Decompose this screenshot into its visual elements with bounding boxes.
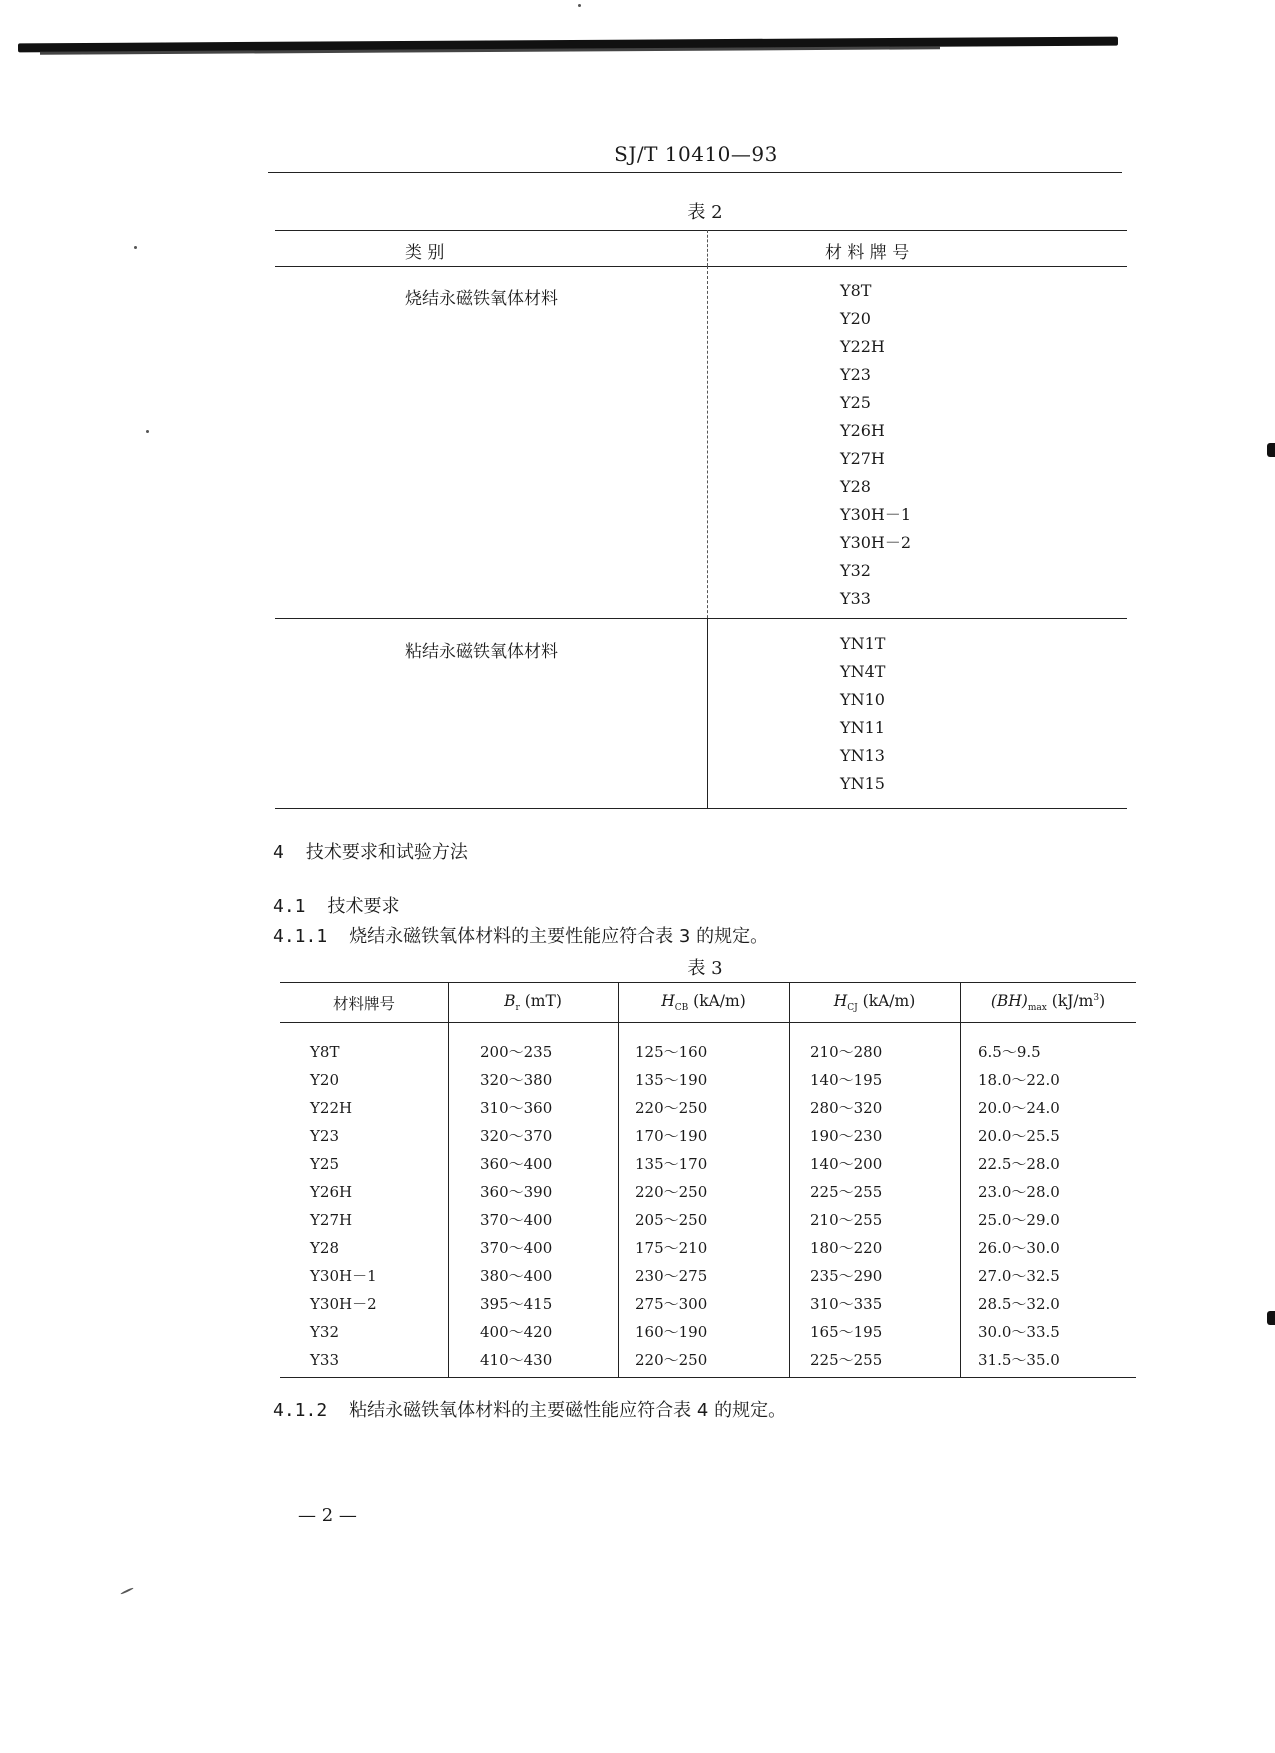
cell-hcb: 205～250 <box>635 1211 708 1229</box>
section-4-heading <box>273 838 468 864</box>
cell-hcj: 210～255 <box>810 1211 883 1229</box>
grade-item: Y23 <box>840 365 871 384</box>
grade-item: YN10 <box>840 690 885 709</box>
table3-caption: 表 3 <box>687 958 723 979</box>
hcb-unit: (kA/m) <box>688 992 746 1010</box>
cell-hcj: 225～255 <box>810 1183 883 1201</box>
table2-group-rule <box>275 618 1127 619</box>
cell-hcj: 210～280 <box>810 1043 883 1061</box>
grade-item: Y20 <box>840 309 871 328</box>
bh-subscript: max <box>1027 1003 1047 1014</box>
cell-bhmax: 26.0～30.0 <box>978 1239 1060 1257</box>
grade-item: Y25 <box>840 393 871 412</box>
table2-column-divider-2 <box>707 618 708 808</box>
cell-hcb: 125～160 <box>635 1043 708 1061</box>
table-row <box>280 1066 1136 1094</box>
table2-header-rule <box>275 266 1127 267</box>
cell-br: 320～370 <box>480 1127 553 1145</box>
cell-grade: Y30H－2 <box>310 1295 377 1313</box>
cell-hcb: 220～250 <box>635 1183 708 1201</box>
grade-item: YN4T <box>840 662 886 681</box>
cell-bhmax: 27.0～32.5 <box>978 1267 1060 1285</box>
table3-header-rule <box>280 1022 1136 1023</box>
hcb-symbol: H <box>661 992 675 1010</box>
table2-grade-list-sintered <box>840 277 911 613</box>
table-row <box>280 1206 1136 1234</box>
section-4-1-2-text: 粘结永磁铁氧体材料的主要磁性能应符合表 4 的规定。 <box>349 1400 787 1421</box>
table2-header-divider <box>707 230 708 266</box>
section-4-1-2-paragraph <box>273 1396 786 1422</box>
table2-category-sintered: 烧结永磁铁氧体材料 <box>405 289 558 309</box>
section-4-1-heading <box>273 892 400 918</box>
cell-bhmax: 18.0～22.0 <box>978 1071 1060 1089</box>
grade-item: YN1T <box>840 634 886 653</box>
cell-hcb: 135～190 <box>635 1071 708 1089</box>
grade-item: Y33 <box>840 589 871 608</box>
bh-unit-close: ) <box>1099 992 1106 1010</box>
header-rule <box>268 172 1122 173</box>
section-4-1-1-text: 烧结永磁铁氧体材料的主要性能应符合表 3 的规定。 <box>349 926 769 947</box>
table-row <box>280 1234 1136 1262</box>
cell-grade: Y25 <box>310 1155 339 1173</box>
grade-item: Y26H <box>840 421 885 440</box>
cell-br: 400～420 <box>480 1323 553 1341</box>
grade-item: YN11 <box>840 718 885 737</box>
section-4-1-number: 4.1 <box>273 896 306 917</box>
table2-header-category <box>405 238 585 263</box>
cell-bhmax: 28.5～32.0 <box>978 1295 1060 1313</box>
grade-item: YN15 <box>840 774 885 793</box>
bh-unit: (kJ/m <box>1046 992 1094 1010</box>
cell-hcj: 235～290 <box>810 1267 883 1285</box>
bh-symbol: (BH) <box>990 992 1028 1010</box>
table2-header-grade-text: 材 料 牌 号 <box>825 243 910 263</box>
cell-bhmax: 31.5～35.0 <box>978 1351 1060 1369</box>
table-row <box>280 1178 1136 1206</box>
scan-edge-mark <box>1267 1311 1275 1325</box>
cell-br: 320～380 <box>480 1071 553 1089</box>
page-number: — 2 — <box>298 1505 357 1526</box>
grade-item: Y22H <box>840 337 885 356</box>
scan-edge-mark <box>1267 443 1275 457</box>
table3-body <box>280 1038 1136 1374</box>
cell-hcj: 140～195 <box>810 1071 883 1089</box>
hcj-subscript: CJ <box>847 1003 858 1014</box>
table-row <box>280 1262 1136 1290</box>
cell-hcj: 310～335 <box>810 1295 883 1313</box>
table3 <box>280 982 1136 1377</box>
table-row <box>280 1038 1136 1066</box>
cell-br: 200～235 <box>480 1043 553 1061</box>
section-4-1-1-number: 4.1.1 <box>273 926 328 947</box>
hcb-subscript: CB <box>674 1003 689 1014</box>
grade-item: Y27H <box>840 449 885 468</box>
grade-item: Y30H－1 <box>840 505 912 524</box>
cell-bhmax: 20.0～24.0 <box>978 1099 1060 1117</box>
cell-grade: Y30H－1 <box>310 1267 377 1285</box>
grade-item: Y28 <box>840 477 871 496</box>
cell-hcj: 140～200 <box>810 1155 883 1173</box>
cell-br: 360～400 <box>480 1155 553 1173</box>
table3-header-br <box>448 992 618 1013</box>
table3-header-bhmax <box>960 992 1136 1013</box>
grade-item: Y30H－2 <box>840 533 912 552</box>
cell-hcb: 135～170 <box>635 1155 708 1173</box>
table-row <box>280 1094 1136 1122</box>
table3-bottom-rule <box>280 1377 1136 1378</box>
table-row <box>280 1346 1136 1374</box>
table3-header-grade: 材料牌号 <box>332 995 395 1013</box>
cell-br: 395～415 <box>480 1295 553 1313</box>
hcj-unit: (kA/m) <box>857 992 916 1010</box>
cell-hcb: 160～190 <box>635 1323 708 1341</box>
bh-superscript: 3 <box>1093 992 1100 1003</box>
cell-grade: Y8T <box>310 1043 340 1061</box>
table2-caption: 表 2 <box>687 202 723 223</box>
table2-category-bonded: 粘结永磁铁氧体材料 <box>405 642 558 662</box>
standard-code: SJ/T 10410—93 <box>614 142 778 166</box>
table-row <box>280 1290 1136 1318</box>
cell-bhmax: 20.0～25.5 <box>978 1127 1060 1145</box>
cell-grade: Y23 <box>310 1127 339 1145</box>
cell-hcb: 170～190 <box>635 1127 708 1145</box>
cell-hcb: 175～210 <box>635 1239 708 1257</box>
cell-hcb: 230～275 <box>635 1267 708 1285</box>
cell-hcb: 220～250 <box>635 1099 708 1117</box>
scan-speck <box>134 246 137 249</box>
cell-bhmax: 23.0～28.0 <box>978 1183 1060 1201</box>
table3-header-hcj <box>789 992 960 1013</box>
cell-grade: Y27H <box>310 1211 353 1229</box>
table3-header-hcb <box>618 992 789 1013</box>
table2-bottom-rule <box>275 808 1127 809</box>
cell-bhmax: 6.5～9.5 <box>978 1043 1041 1061</box>
cell-br: 380～400 <box>480 1267 553 1285</box>
scan-speck <box>146 430 149 433</box>
grade-item: Y8T <box>840 281 872 300</box>
table2-header-grade <box>825 238 1125 263</box>
scan-speck <box>120 1587 134 1595</box>
cell-hcj: 180～220 <box>810 1239 883 1257</box>
cell-hcj: 190～230 <box>810 1127 883 1145</box>
hcj-symbol: H <box>833 992 848 1010</box>
br-symbol: B <box>504 992 516 1010</box>
br-unit: (mT) <box>519 992 562 1010</box>
cell-grade: Y28 <box>310 1239 339 1257</box>
cell-grade: Y32 <box>310 1323 339 1341</box>
grade-item: YN13 <box>840 746 885 765</box>
grade-item: Y32 <box>840 561 871 580</box>
cell-grade: Y26H <box>310 1183 353 1201</box>
table2-top-rule <box>275 230 1127 231</box>
section-4-1-title: 技术要求 <box>327 896 400 917</box>
cell-bhmax: 25.0～29.0 <box>978 1211 1060 1229</box>
table2-grade-list-bonded <box>840 630 885 798</box>
table2-header-category-text: 类 别 <box>405 243 445 263</box>
scan-speck <box>578 4 581 7</box>
section-4-number: 4 <box>273 842 284 863</box>
cell-hcb: 275～300 <box>635 1295 708 1313</box>
cell-br: 410～430 <box>480 1351 553 1369</box>
table2 <box>275 230 1127 808</box>
cell-grade: Y20 <box>310 1071 339 1089</box>
cell-br: 370～400 <box>480 1239 553 1257</box>
cell-grade: Y33 <box>310 1351 339 1369</box>
cell-bhmax: 22.5～28.0 <box>978 1155 1060 1173</box>
cell-bhmax: 30.0～33.5 <box>978 1323 1060 1341</box>
section-4-1-2-number: 4.1.2 <box>273 1400 328 1421</box>
cell-br: 310～360 <box>480 1099 553 1117</box>
cell-grade: Y22H <box>310 1099 353 1117</box>
cell-br: 370～400 <box>480 1211 553 1229</box>
cell-hcb: 220～250 <box>635 1351 708 1369</box>
cell-hcj: 225～255 <box>810 1351 883 1369</box>
cell-hcj: 280～320 <box>810 1099 883 1117</box>
table-row <box>280 1122 1136 1150</box>
section-4-title: 技术要求和试验方法 <box>305 842 468 863</box>
section-4-1-1-paragraph <box>273 922 768 948</box>
br-subscript: r <box>515 1003 520 1014</box>
cell-br: 360～390 <box>480 1183 553 1201</box>
table-row <box>280 1318 1136 1346</box>
table2-column-divider <box>707 266 708 648</box>
cell-hcj: 165～195 <box>810 1323 883 1341</box>
table-row <box>280 1150 1136 1178</box>
table3-top-rule <box>280 982 1136 983</box>
